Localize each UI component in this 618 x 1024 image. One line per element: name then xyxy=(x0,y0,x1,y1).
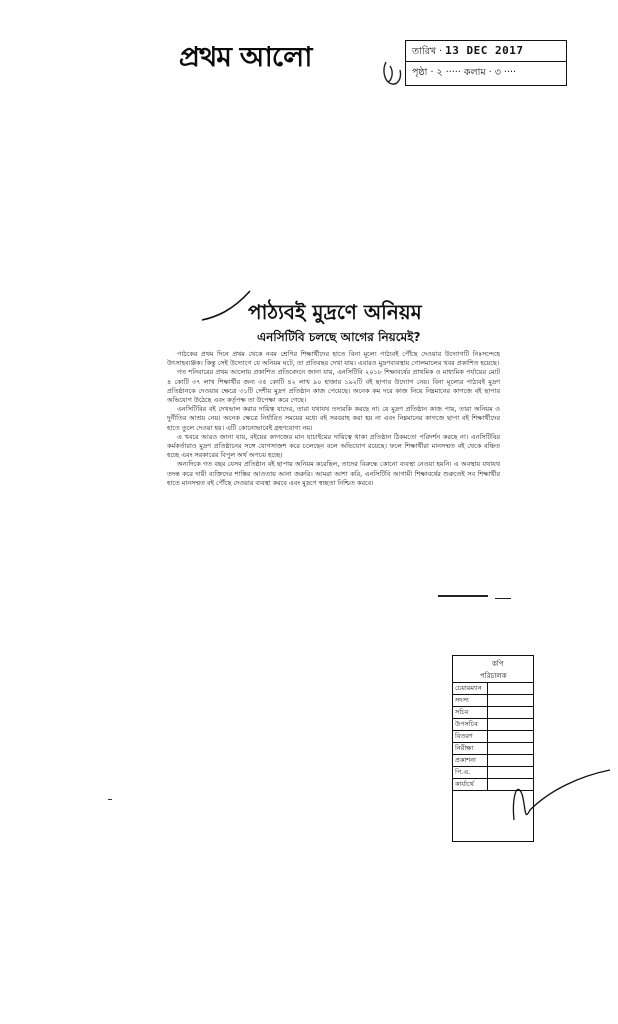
routing-header-copy: কপি xyxy=(492,660,504,668)
stamp-page-label: পৃষ্ঠা xyxy=(412,67,428,78)
stamp-date-row: তারিখ · 13 DEC 2017 xyxy=(412,44,524,57)
routing-row-label: উপসচিব xyxy=(453,719,488,731)
article-paragraph: গত শনিবারের প্রথম আলোয় প্রকাশিত প্রতিবেদনে জানা যায়, এনসিটিবি ২০১৮ শিক্ষাবর্ষের প্রাথমিক ও মাধ্যমিক পর্যায়ের মোট ৪ কোটি ৩৭ লাখ শিক্ষার্থীর জন্য ৩৫ কোটি ৪২ লাখ ৯০ হাজার ১৯২টি বই ছাপার উদ্যোগ নেয়। বিনা মূল্যের পাঠ্যবই মুদ্রণ প্রতিষ্ঠানকে দেওয়ার ক্ষেত্রে ৩১টি দেশীয় মুদ্রণ প্রতিষ্ঠান কাজ পেয়েছে। অনেক কম দরে কাজ নিয়ে নিম্নমানের কাগজে বই ছাপার অভিযোগ উঠেছে এবং কর্তৃপক্ষ তা উপেক্ষা করে গেছে। xyxy=(167,368,500,405)
stamp-column-value: ৩ xyxy=(494,67,501,78)
routing-row-label: সদস্য xyxy=(453,695,488,707)
article-paragraph: এ খবরে আরও জানা যায়, বইয়ের কাগজের মান যাচাইয়ের দায়িত্বে থাকা প্রতিষ্ঠান ঠিকমতো পরিদর্শন করছে না। এনসিটিবির কর্মকর্তারাও মুদ্রণ প্রতিষ্ঠানের সঙ্গে যোগসাজশ করে চলেছেন বলে অভিযোগ রয়েছে। ফলে শিক্ষার্থীরা মানসম্মত বই থেকে বঞ্চিত হচ্ছে এবং সরকারের বিপুল অর্থ অপচয় হচ্ছে। xyxy=(167,432,500,460)
table-row xyxy=(453,683,534,695)
initials-signature-icon xyxy=(380,58,408,88)
article-paragraph: পাঠকের প্রথম দিনে প্রথম থেকে নবম শ্রেণির শিক্ষার্থীদের হাতে বিনা মূল্যে পাঠ্যবই পৌঁছে দেওয়ার উদ্যোগটি নিঃসন্দেহে উৎসাহব্যঞ্জক। কিন্তু সেই উদ্যোগে যে অনিয়ম ঘটে, তা প্রতিবছর দেখা যায়। এবারও মুদ্রণব্যবস্থায় গোলমালের খবর প্রকাশিত হয়েছে। xyxy=(167,350,500,368)
article-paragraph: এনসিটিবির বই দেখভাল করার দায়িত্ব যাদের, তারা যথাযথ তদারকি করছে না। যে মুদ্রণ প্রতিষ্ঠান কাজ পায়, তারা অনিয়ম ও দুর্নীতির আশ্রয় নেয়। অনেক ক্ষেত্রে নির্ধারিত সময়ের মধ্যে বই সরবরাহ করা হয় না এবং নিম্নমানের কাগজে ছাপা বই শিক্ষার্থীদের হাতে তুলে দেওয়া হয়। এটি কোনোভাবেই গ্রহণযোগ্য নয়। xyxy=(167,405,500,432)
stamp-date-label: তারিখ xyxy=(412,46,437,57)
routing-row-label: সচিব xyxy=(453,707,488,719)
table-row xyxy=(453,695,534,707)
article-end-rule-short xyxy=(495,598,511,599)
routing-header-director: পরিচালক xyxy=(480,672,507,680)
routing-row-label: বিতরণ xyxy=(453,731,488,743)
table-row xyxy=(453,707,534,719)
routing-row-label: চেয়ারম্যান xyxy=(453,683,488,695)
article-paragraph: অন্যদিকে গত বছর যেসব প্রতিষ্ঠান বই ছাপায় অনিয়ম করেছিল, তাদের বিরুদ্ধে কোনো ব্যবস্থা নেওয়া হয়নি। এ অবস্থায় যথাযথ তদন্ত করে দায়ী ব্যক্তিদের শাস্তির আওতায় আনা জরুরি। আমরা আশা করি, এনসিটিবি আগামী শিক্ষাবর্ষের শুরুতেই সব শিক্ষার্থীর হাতে মানসম্মত বই পৌঁছে দেওয়ার ব্যবস্থা করবে এবং মুদ্রণে স্বচ্ছতা নিশ্চিত করবে। xyxy=(167,460,500,487)
routing-row-label: পি.এ. xyxy=(453,767,488,779)
article-headline: পাঠ্যবই মুদ্রণে অনিয়ম xyxy=(248,300,422,324)
newspaper-masthead: প্রথম আলো xyxy=(178,42,312,73)
table-row xyxy=(453,719,534,731)
routing-row-label: প্রকাশনা xyxy=(453,755,488,767)
table-row xyxy=(453,731,534,743)
article-body xyxy=(167,350,500,590)
article-end-rule xyxy=(438,595,488,597)
article-subheadline: এনসিটিবি চলছে আগের নিয়মেই? xyxy=(257,330,421,344)
stamp-page-row: পৃষ্ঠা · ২ ····· কলাম · ৩ ···· xyxy=(412,67,517,78)
stamp-date-value: 13 DEC 2017 xyxy=(445,44,524,57)
stamp-page-value: ২ xyxy=(436,67,443,78)
clipping-stamp xyxy=(405,40,567,86)
routing-row-label: নিরীক্ষা xyxy=(453,743,488,755)
table-row xyxy=(453,743,534,755)
signature-stroke-icon xyxy=(500,760,612,826)
stamp-column-label: কলাম xyxy=(463,67,486,78)
routing-row-label: কার্যার্থে xyxy=(453,779,488,791)
stray-mark xyxy=(108,799,112,800)
